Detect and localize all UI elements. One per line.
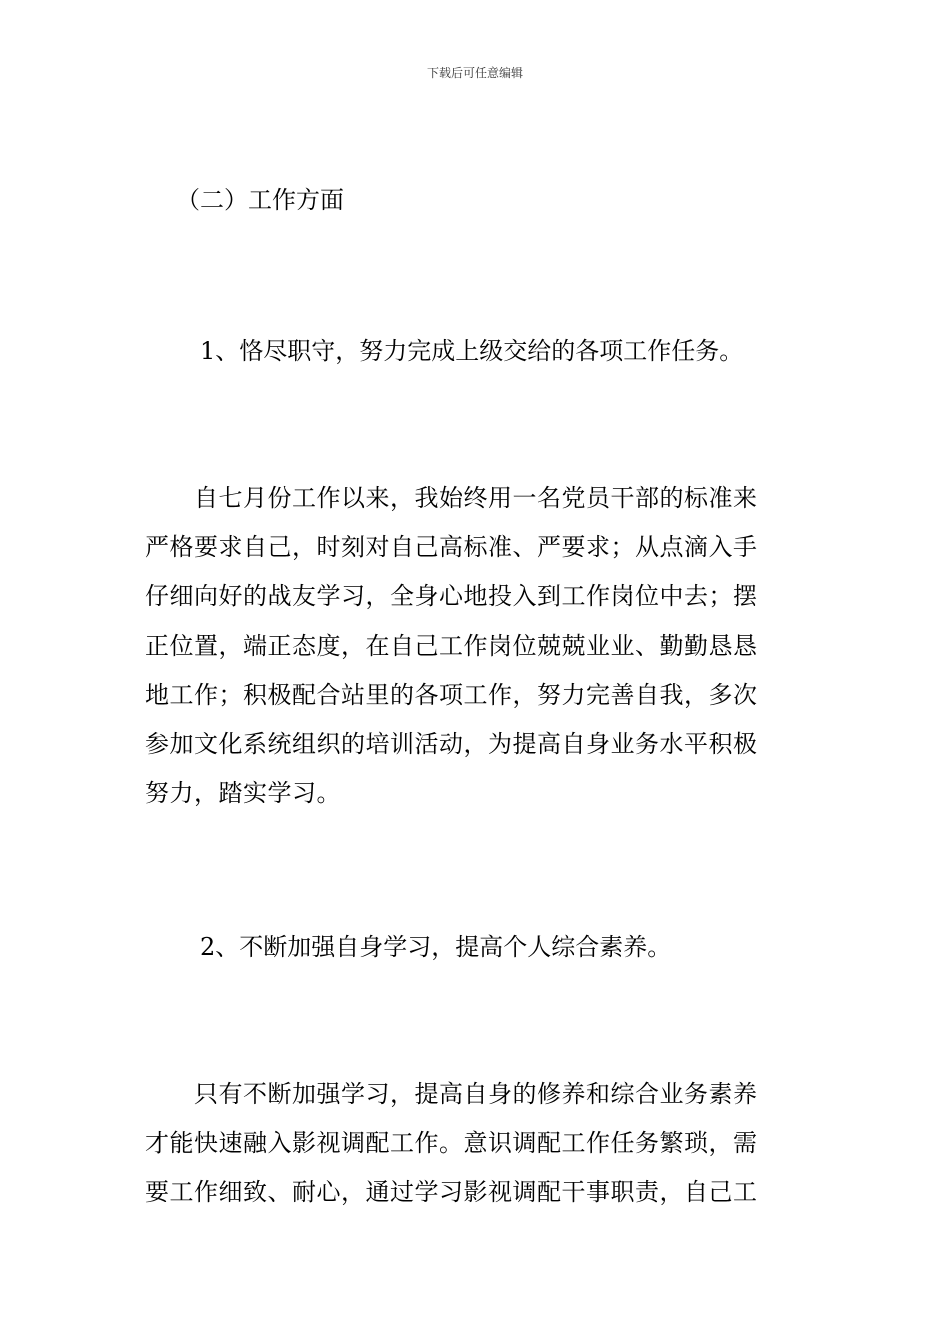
paragraph-line: 仔细向好的战友学习，全身心地投入到工作岗位中去；摆	[145, 582, 758, 611]
paragraph-line: 正位置，端正态度，在自己工作岗位兢兢业业、勤勤恳恳	[145, 631, 758, 660]
paragraph-line: 严格要求自己，时刻对自己高标准、严要求；从点滴入手	[145, 533, 758, 562]
paragraph-line: 自七月份工作以来，我始终用一名党员干部的标准来	[145, 484, 758, 512]
paragraph-line: 才能快速融入影视调配工作。意识调配工作任务繁琐，需	[145, 1129, 758, 1158]
page-header: 下载后可任意编辑	[426, 66, 523, 80]
item-2-heading: 2、不断加强自身学习，提高个人综合素养。	[200, 933, 672, 961]
paragraph-line: 只有不断加强学习，提高自身的修养和综合业务素养	[145, 1080, 758, 1108]
item-1-paragraph	[145, 474, 811, 818]
paragraph-line: 地工作；积极配合站里的各项工作，努力完善自我，多次	[145, 680, 758, 709]
paragraph-line: 要工作细致、耐心，通过学习影视调配干事职责，自己工	[145, 1178, 758, 1207]
paragraph-line: 参加文化系统组织的培训活动，为提高自身业务水平积极	[145, 729, 758, 758]
paragraph-line: 努力，踏实学习。	[145, 779, 341, 808]
item-1-heading: 1、恪尽职守，努力完成上级交给的各项工作任务。	[200, 337, 744, 365]
section-heading: （二）工作方面	[176, 186, 344, 214]
item-2-paragraph	[145, 1070, 811, 1218]
